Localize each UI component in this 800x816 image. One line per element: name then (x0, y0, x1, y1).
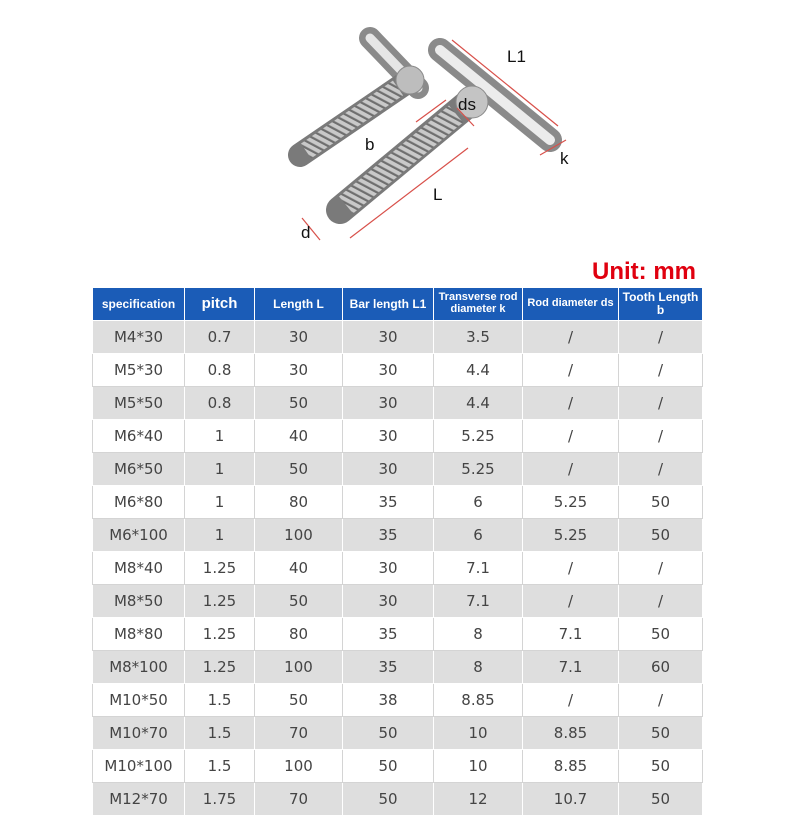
cell-rod-diameter-ds: / (523, 420, 619, 453)
cell-bar-length-l1: 50 (343, 783, 434, 816)
cell-pitch: 1.75 (185, 783, 255, 816)
cell-length-l: 30 (255, 321, 343, 354)
cell-tooth-length-b: / (619, 321, 703, 354)
cell-specification: M10*50 (93, 684, 185, 717)
table-row (93, 486, 703, 519)
header-transverse-rod-diameter-k: Transverse rod diameter k (434, 288, 523, 321)
cell-pitch: 1 (185, 420, 255, 453)
cell-transverse-rod-diameter-k: 8.85 (434, 684, 523, 717)
cell-rod-diameter-ds: / (523, 684, 619, 717)
cell-length-l: 80 (255, 618, 343, 651)
cell-pitch: 1 (185, 486, 255, 519)
cell-rod-diameter-ds: 7.1 (523, 618, 619, 651)
table-row (93, 519, 703, 552)
cell-transverse-rod-diameter-k: 3.5 (434, 321, 523, 354)
cell-tooth-length-b: 50 (619, 750, 703, 783)
front-bolt (340, 50, 550, 210)
cell-pitch: 1.5 (185, 684, 255, 717)
cell-length-l: 50 (255, 684, 343, 717)
cell-bar-length-l1: 50 (343, 750, 434, 783)
header-specification: specification (93, 288, 185, 321)
table-row (93, 420, 703, 453)
cell-pitch: 0.8 (185, 387, 255, 420)
cell-transverse-rod-diameter-k: 5.25 (434, 453, 523, 486)
cell-length-l: 100 (255, 651, 343, 684)
table-row (93, 321, 703, 354)
header-rod-diameter-ds: Rod diameter ds (523, 288, 619, 321)
cell-bar-length-l1: 35 (343, 618, 434, 651)
header-pitch: pitch (185, 288, 255, 321)
table-row (93, 783, 703, 816)
table-header-row (93, 288, 703, 321)
cell-transverse-rod-diameter-k: 6 (434, 519, 523, 552)
cell-pitch: 1 (185, 453, 255, 486)
table-row (93, 387, 703, 420)
back-bolt (300, 38, 424, 155)
cell-specification: M8*80 (93, 618, 185, 651)
cell-specification: M6*100 (93, 519, 185, 552)
label-ds: ds (458, 95, 476, 114)
cell-length-l: 50 (255, 387, 343, 420)
cell-bar-length-l1: 30 (343, 552, 434, 585)
label-l: L (433, 185, 443, 204)
cell-transverse-rod-diameter-k: 8 (434, 618, 523, 651)
cell-bar-length-l1: 30 (343, 321, 434, 354)
cell-tooth-length-b: 50 (619, 486, 703, 519)
cell-bar-length-l1: 35 (343, 651, 434, 684)
cell-pitch: 1.25 (185, 585, 255, 618)
cell-bar-length-l1: 50 (343, 717, 434, 750)
table-row (93, 750, 703, 783)
cell-length-l: 100 (255, 750, 343, 783)
cell-length-l: 30 (255, 354, 343, 387)
cell-transverse-rod-diameter-k: 4.4 (434, 387, 523, 420)
cell-specification: M6*40 (93, 420, 185, 453)
cell-rod-diameter-ds: / (523, 387, 619, 420)
cell-rod-diameter-ds: 7.1 (523, 651, 619, 684)
cell-specification: M5*50 (93, 387, 185, 420)
table-row (93, 618, 703, 651)
cell-rod-diameter-ds: / (523, 354, 619, 387)
cell-pitch: 1.5 (185, 750, 255, 783)
table-row (93, 453, 703, 486)
cell-bar-length-l1: 38 (343, 684, 434, 717)
cell-tooth-length-b: 60 (619, 651, 703, 684)
cell-tooth-length-b: / (619, 552, 703, 585)
cell-rod-diameter-ds: 8.85 (523, 750, 619, 783)
cell-rod-diameter-ds: 5.25 (523, 519, 619, 552)
cell-specification: M8*40 (93, 552, 185, 585)
cell-transverse-rod-diameter-k: 12 (434, 783, 523, 816)
table-row (93, 684, 703, 717)
label-l1: L1 (507, 47, 526, 66)
cell-rod-diameter-ds: / (523, 321, 619, 354)
cell-pitch: 0.8 (185, 354, 255, 387)
cell-bar-length-l1: 30 (343, 453, 434, 486)
cell-specification: M10*70 (93, 717, 185, 750)
cell-rod-diameter-ds: 8.85 (523, 717, 619, 750)
label-b: b (365, 135, 375, 154)
label-d: d (301, 223, 311, 242)
cell-pitch: 1.25 (185, 651, 255, 684)
cell-specification: M5*30 (93, 354, 185, 387)
t-bolt-diagram (260, 0, 600, 255)
cell-specification: M12*70 (93, 783, 185, 816)
cell-tooth-length-b: / (619, 420, 703, 453)
cell-length-l: 80 (255, 486, 343, 519)
cell-tooth-length-b: 50 (619, 519, 703, 552)
cell-tooth-length-b: / (619, 387, 703, 420)
cell-rod-diameter-ds: / (523, 585, 619, 618)
cell-rod-diameter-ds: / (523, 552, 619, 585)
cell-length-l: 40 (255, 420, 343, 453)
cell-length-l: 40 (255, 552, 343, 585)
cell-length-l: 50 (255, 453, 343, 486)
cell-transverse-rod-diameter-k: 7.1 (434, 585, 523, 618)
cell-transverse-rod-diameter-k: 6 (434, 486, 523, 519)
cell-length-l: 100 (255, 519, 343, 552)
unit-label: Unit: mm (592, 258, 696, 285)
label-k: k (560, 149, 569, 168)
table-body (93, 321, 703, 816)
cell-bar-length-l1: 30 (343, 420, 434, 453)
table-row (93, 354, 703, 387)
spec-table (92, 287, 703, 816)
cell-pitch: 1.25 (185, 618, 255, 651)
cell-bar-length-l1: 30 (343, 354, 434, 387)
cell-specification: M8*50 (93, 585, 185, 618)
cell-transverse-rod-diameter-k: 8 (434, 651, 523, 684)
cell-tooth-length-b: 50 (619, 717, 703, 750)
cell-tooth-length-b: 50 (619, 618, 703, 651)
table-row (93, 552, 703, 585)
cell-bar-length-l1: 30 (343, 387, 434, 420)
cell-tooth-length-b: / (619, 453, 703, 486)
cell-specification: M10*100 (93, 750, 185, 783)
header-tooth-length-b: Tooth Length b (619, 288, 703, 321)
table-row (93, 717, 703, 750)
cell-pitch: 1.5 (185, 717, 255, 750)
cell-length-l: 70 (255, 717, 343, 750)
cell-transverse-rod-diameter-k: 4.4 (434, 354, 523, 387)
cell-transverse-rod-diameter-k: 10 (434, 750, 523, 783)
cell-bar-length-l1: 35 (343, 519, 434, 552)
table-row (93, 651, 703, 684)
cell-length-l: 70 (255, 783, 343, 816)
cell-rod-diameter-ds: / (523, 453, 619, 486)
cell-tooth-length-b: / (619, 354, 703, 387)
cell-tooth-length-b: / (619, 684, 703, 717)
header-bar-length-l1: Bar length L1 (343, 288, 434, 321)
cell-tooth-length-b: / (619, 585, 703, 618)
cell-pitch: 1.25 (185, 552, 255, 585)
cell-transverse-rod-diameter-k: 5.25 (434, 420, 523, 453)
cell-rod-diameter-ds: 10.7 (523, 783, 619, 816)
header-length-l: Length L (255, 288, 343, 321)
cell-rod-diameter-ds: 5.25 (523, 486, 619, 519)
cell-specification: M6*50 (93, 453, 185, 486)
cell-bar-length-l1: 30 (343, 585, 434, 618)
cell-specification: M6*80 (93, 486, 185, 519)
table-row (93, 585, 703, 618)
cell-bar-length-l1: 35 (343, 486, 434, 519)
cell-length-l: 50 (255, 585, 343, 618)
cell-tooth-length-b: 50 (619, 783, 703, 816)
cell-pitch: 1 (185, 519, 255, 552)
cell-transverse-rod-diameter-k: 10 (434, 717, 523, 750)
cell-pitch: 0.7 (185, 321, 255, 354)
cell-specification: M4*30 (93, 321, 185, 354)
cell-specification: M8*100 (93, 651, 185, 684)
cell-transverse-rod-diameter-k: 7.1 (434, 552, 523, 585)
